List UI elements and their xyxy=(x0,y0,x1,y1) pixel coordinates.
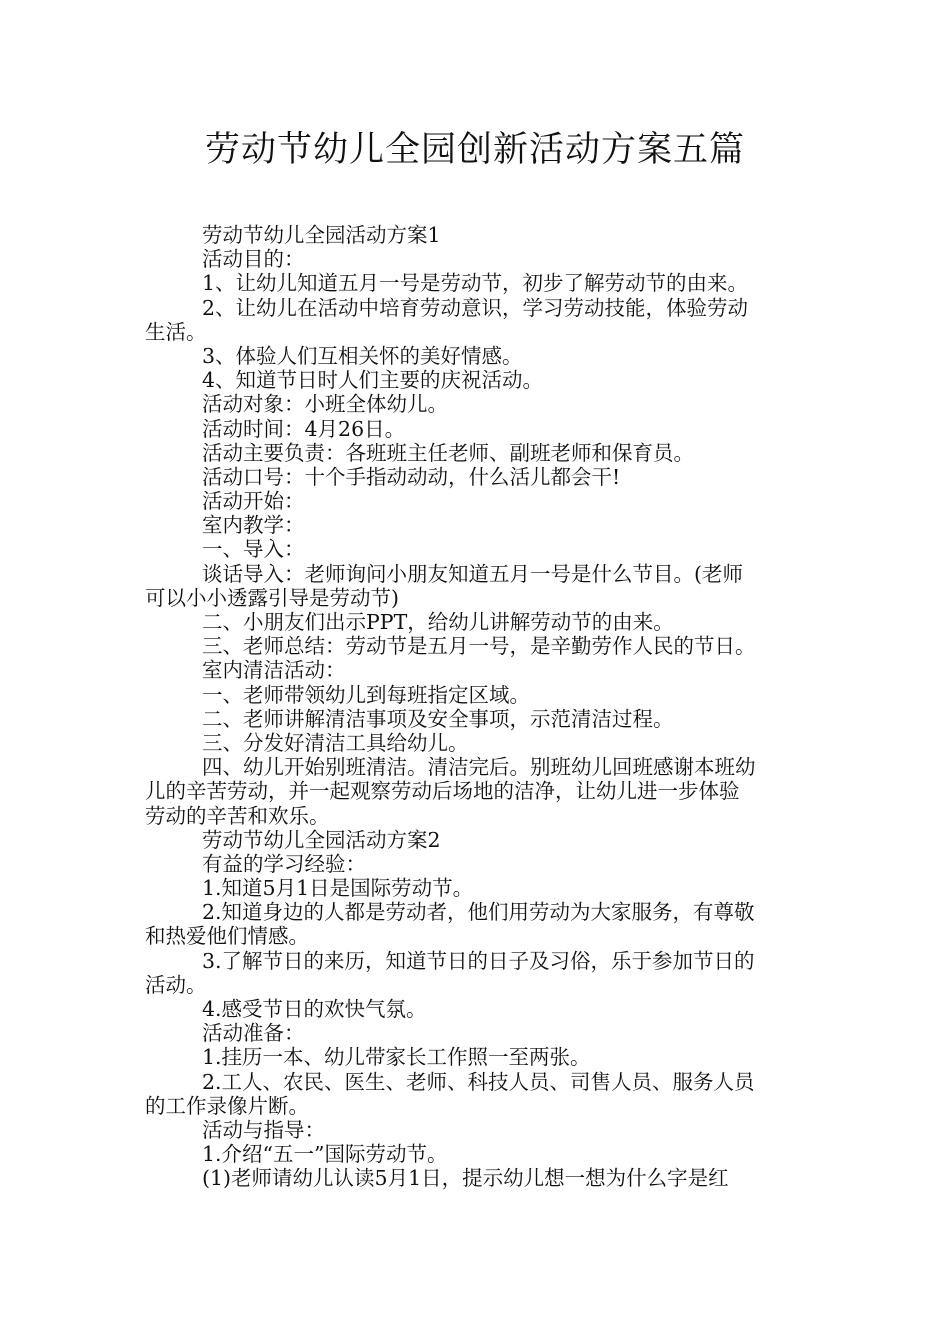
text-line: 活动。 xyxy=(145,972,207,997)
text-line: 二、小朋友们出示PPT，给幼儿讲解劳动节的由来。 xyxy=(202,610,674,634)
text-line: 四、幼儿开始别班清洁。清洁完后。别班幼儿回班感谢本班幼 xyxy=(202,755,756,780)
text-line: 活动目的： xyxy=(202,247,305,272)
text-line: 儿的辛苦劳动，并一起观察劳动后场地的洁净，让幼儿进一步体验 xyxy=(145,779,740,804)
text-line: 一、老师带领幼儿到每班指定区域。 xyxy=(202,682,530,707)
text-line: 的工作录像片断。 xyxy=(145,1093,309,1118)
text-line: 2、让幼儿在活动中培育劳动意识，学习劳动技能，体验劳动 xyxy=(202,295,749,320)
text-line: 1.挂历一本、幼儿带家长工作照一至两张。 xyxy=(202,1045,591,1070)
text-line: 4、知道节日时人们主要的庆祝活动。 xyxy=(202,368,544,393)
text-line: 和热爱他们情感。 xyxy=(145,924,309,949)
text-line: 活动主要负责：各班班主任老师、副班老师和保育员。 xyxy=(202,440,694,465)
text-line: 一、导入： xyxy=(202,537,305,562)
text-line: 2.工人、农民、医生、老师、科技人员、司售人员、服务人员 xyxy=(202,1069,755,1094)
text-line: 1.知道5月1日是国际劳动节。 xyxy=(202,876,474,901)
text-line: 二、老师讲解清洁事项及安全事项，示范清洁过程。 xyxy=(202,706,674,731)
document-title: 劳动节幼儿全园创新活动方案五篇 xyxy=(204,130,745,170)
text-line: 三、老师总结：劳动节是五月一号，是辛勤劳作人民的节日。 xyxy=(202,634,756,659)
text-line: 可以小小透露引导是劳动节) xyxy=(145,585,399,610)
text-line: (1)老师请幼儿认读5月1日，提示幼儿想一想为什么字是红 xyxy=(202,1166,729,1191)
text-line: 室内教学： xyxy=(202,513,305,538)
text-line: 活动对象：小班全体幼儿。 xyxy=(202,392,448,417)
text-line: 3、体验人们互相关怀的美好情感。 xyxy=(202,343,523,368)
text-line: 1.介绍“五一”国际劳动节。 xyxy=(202,1142,448,1167)
text-line: 劳动节幼儿全园活动方案1 xyxy=(202,223,441,247)
text-line: 活动开始： xyxy=(202,489,305,514)
text-line: 活动时间：4月26日。 xyxy=(202,416,406,441)
text-line: 2.知道身边的人都是劳动者，他们用劳动为大家服务，有尊敬 xyxy=(202,900,755,925)
text-line: 1、让幼儿知道五月一号是劳动节，初步了解劳动节的由来。 xyxy=(202,271,749,296)
text-line: 有益的学习经验： xyxy=(202,851,366,876)
text-line: 活动准备： xyxy=(202,1021,305,1046)
text-line: 4.感受节日的欢快气氛。 xyxy=(202,997,427,1021)
document-body xyxy=(145,223,810,1191)
text-line: 劳动的辛苦和欢乐。 xyxy=(145,803,330,828)
text-line: 活动口号：十个手指动动动，什么活儿都会干! xyxy=(202,464,621,489)
text-line: 室内清洁活动： xyxy=(202,658,346,683)
text-line: 生活。 xyxy=(145,319,207,344)
text-line: 活动与指导： xyxy=(202,1117,325,1142)
text-line: 3.了解节日的来历，知道节日的日子及习俗，乐于参加节日的 xyxy=(202,948,755,973)
text-line: 三、分发好清洁工具给幼儿。 xyxy=(202,730,469,755)
text-line: 谈话导入：老师询问小朋友知道五月一号是什么节目。(老师 xyxy=(202,561,743,586)
text-line: 劳动节幼儿全园活动方案2 xyxy=(202,827,441,852)
